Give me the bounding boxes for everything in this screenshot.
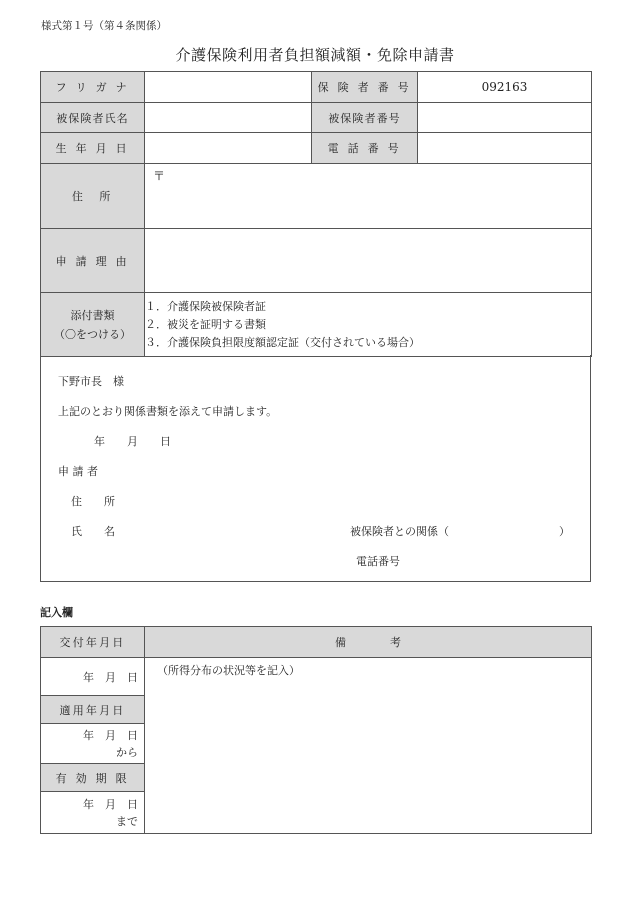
attachment-label bbox=[41, 293, 145, 357]
furigana-field[interactable] bbox=[145, 72, 312, 103]
applicant-table bbox=[40, 71, 592, 357]
applicant-label: 申 請 者 bbox=[58, 465, 98, 478]
validity-until-label: まで bbox=[116, 814, 138, 828]
form-number: 様式第１号（第４条関係） bbox=[41, 20, 167, 32]
apply-date-label: 適用年月日 bbox=[41, 696, 145, 724]
insured-name-label: 被保険者氏名 bbox=[41, 103, 145, 133]
record-table bbox=[40, 626, 592, 834]
insured-number-label: 被保険者番号 bbox=[312, 103, 418, 133]
reason-field[interactable] bbox=[145, 229, 592, 293]
birth-date-field[interactable] bbox=[145, 133, 312, 164]
phone-label: 電 話 番 号 bbox=[312, 133, 418, 164]
reason-label: 申 請 理 由 bbox=[41, 229, 145, 293]
apply-date-field[interactable] bbox=[41, 724, 145, 764]
issue-date-label: 交付年月日 bbox=[41, 627, 145, 658]
declaration-box bbox=[40, 355, 591, 582]
postal-mark-icon: 〒 bbox=[153, 169, 166, 183]
remarks-field[interactable] bbox=[145, 658, 592, 834]
validity-date-value: 年 月 日 bbox=[83, 797, 138, 811]
attachment-list bbox=[145, 293, 592, 357]
insurer-number-label: 保 険 者 番 号 bbox=[312, 72, 418, 103]
validity-field[interactable] bbox=[41, 792, 145, 834]
address-label: 住 所 bbox=[41, 164, 145, 229]
attachment-item-3[interactable]: ３．介護保険負担限度額認定証（交付されている場合） bbox=[145, 335, 420, 349]
insured-number-field[interactable] bbox=[418, 103, 592, 133]
address-field[interactable] bbox=[145, 164, 592, 229]
relation-field[interactable]: 被保険者との関係（ ） bbox=[350, 525, 570, 538]
page-title: 介護保険利用者負担額減額・免除申請書 bbox=[175, 46, 455, 64]
attachment-item-1[interactable]: １．介護保険被保険者証 bbox=[145, 299, 266, 313]
applicant-name-label: 氏 名 bbox=[71, 525, 115, 538]
attachment-label-line2: （〇をつける） bbox=[54, 327, 131, 341]
attachment-label-line1: 添付書類 bbox=[70, 308, 115, 322]
birth-date-label: 生 年 月 日 bbox=[41, 133, 145, 164]
issue-date-field[interactable]: 年 月 日 bbox=[41, 658, 145, 696]
remarks-note: （所得分布の状況等を記入） bbox=[157, 664, 300, 677]
addressee: 下野市長 様 bbox=[58, 375, 124, 388]
statement: 上記のとおり関係書類を添えて申請します。 bbox=[58, 405, 278, 418]
attachment-item-2[interactable]: ２．被災を証明する書類 bbox=[145, 317, 266, 331]
insurer-number-value: 092163 bbox=[418, 72, 592, 103]
remarks-label: 備 考 bbox=[145, 627, 592, 658]
apply-from-label: から bbox=[116, 745, 138, 759]
applicant-phone-label: 電話番号 bbox=[356, 555, 400, 568]
record-heading: 記入欄 bbox=[40, 606, 73, 619]
application-date[interactable]: 年 月 日 bbox=[94, 435, 171, 448]
validity-label: 有 効 期 限 bbox=[41, 764, 145, 792]
applicant-address-label: 住 所 bbox=[71, 495, 115, 508]
apply-date-value: 年 月 日 bbox=[83, 728, 138, 742]
phone-field[interactable] bbox=[418, 133, 592, 164]
furigana-label: フ リ ガ ナ bbox=[41, 72, 145, 103]
insured-name-field[interactable] bbox=[145, 103, 312, 133]
